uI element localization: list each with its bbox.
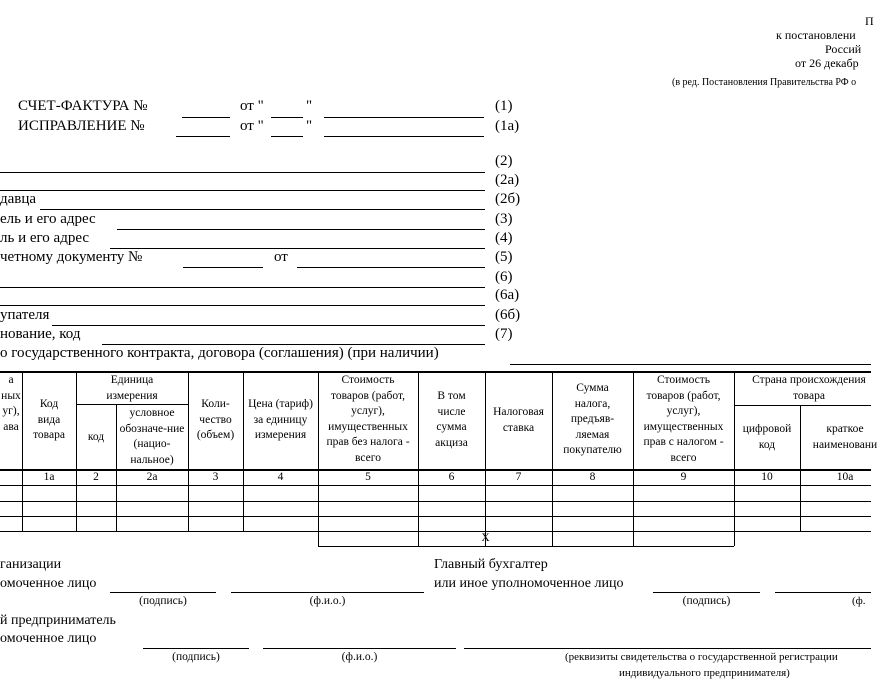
consignee-label: ль и его адрес xyxy=(0,230,90,246)
ref-2: (2) xyxy=(495,153,513,169)
col-number: 2 xyxy=(93,471,99,483)
entrepreneur-label-2: омоченное лицо xyxy=(0,631,97,646)
col-number: 9 xyxy=(680,471,687,483)
correction-day-line[interactable] xyxy=(271,136,303,137)
col-cost-with-tax-header: Стоимость товаров (работ, услуг), имущественных прав с налогом - всего xyxy=(643,374,724,464)
org-head-label: ганизации xyxy=(0,557,62,572)
col-excise-header: В том числе сумма акциза xyxy=(435,390,468,449)
col-number: 6 xyxy=(448,471,455,483)
invoice-from-label: от " xyxy=(240,98,264,114)
invoice-title: СЧЕТ-ФАКТУРА № xyxy=(18,98,148,114)
invoice-day-line[interactable] xyxy=(271,117,303,118)
contract-line[interactable] xyxy=(510,364,871,365)
ref-2b: (2б) xyxy=(495,191,521,207)
col-number: 5 xyxy=(365,471,371,483)
ref-6b: (6б) xyxy=(495,307,521,323)
contract-label: о государственного контракта, договора (соглашения) (при наличии) xyxy=(0,345,439,361)
ref-7: (7) xyxy=(495,326,513,342)
ref-4: (4) xyxy=(495,230,513,246)
payment-doc-date-line[interactable] xyxy=(297,267,485,268)
invoice-quote: " xyxy=(306,98,313,114)
payment-doc-from: от xyxy=(274,249,288,265)
org-head-signature-caption: (подпись) xyxy=(139,595,187,607)
col-country-header: Страна происхождения товара xyxy=(752,374,866,402)
field-line-2a[interactable] xyxy=(0,190,485,191)
payment-doc-number-line[interactable] xyxy=(183,267,263,268)
col-quantity-header: Коли- чество (объем) xyxy=(196,398,235,441)
ref-2a: (2а) xyxy=(495,172,520,188)
chief-accountant-label-2: или иное уполномоченное лицо xyxy=(434,576,624,591)
total-excise-x: Х xyxy=(481,532,490,544)
shipper-label: ель и его адрес xyxy=(0,211,96,227)
resolution-label: к постановлени xyxy=(776,28,856,42)
seller-inn-label: давца xyxy=(0,191,37,207)
invoice-number-line[interactable] xyxy=(182,117,230,118)
col-number: 10 xyxy=(761,471,773,483)
ref-1: (1) xyxy=(495,98,513,114)
correction-number-line[interactable] xyxy=(176,136,230,137)
entrepreneur-label: й предприниматель xyxy=(0,613,116,628)
entrepreneur-requisites-caption: (реквизиты свидетельства о государственной регистрации xyxy=(565,651,838,663)
ref-6: (6) xyxy=(495,269,513,285)
ref-6a: (6а) xyxy=(495,287,520,303)
col-number: 1а xyxy=(43,471,55,483)
ref-1a: (1а) xyxy=(495,118,520,134)
chief-accountant-signature-line[interactable] xyxy=(653,592,760,593)
entrepreneur-requisites-caption-2: индивидуального предпринимателя) xyxy=(619,667,790,679)
col-number: 3 xyxy=(212,471,219,483)
buyer-inn-label: упателя xyxy=(0,307,50,323)
org-head-name-caption: (ф.и.о.) xyxy=(309,595,346,607)
chief-accountant-signature-caption: (подпись) xyxy=(682,595,731,607)
entrepreneur-name-caption: (ф.и.о.) xyxy=(341,651,378,663)
col-country-name-header: краткое наименовани xyxy=(812,423,878,451)
col-product-name-header: а ных уг), ава xyxy=(1,374,21,433)
field-line-3[interactable] xyxy=(117,229,485,230)
edition-note: (в ред. Постановления Правительства РФ о xyxy=(672,77,857,88)
field-line-6[interactable] xyxy=(0,287,485,288)
chief-accountant-name-caption: (ф. xyxy=(852,595,866,607)
payment-doc-label: четному документу № xyxy=(0,249,143,265)
entrepreneur-requisites-line[interactable] xyxy=(464,648,871,649)
field-line-2[interactable] xyxy=(0,172,485,173)
col-price-header: Цена (тариф) за единицу измерения xyxy=(248,398,313,441)
chief-accountant-label: Главный бухгалтер xyxy=(434,557,548,572)
col-number: 10а xyxy=(836,471,854,483)
chief-accountant-name-line[interactable] xyxy=(775,592,871,593)
correction-title: ИСПРАВЛЕНИЕ № xyxy=(18,118,145,134)
invoice-date-line[interactable] xyxy=(324,117,484,118)
field-line-4[interactable] xyxy=(110,248,485,249)
correction-from-label: от " xyxy=(240,118,264,134)
col-unit-code-header: код xyxy=(87,431,105,443)
entrepreneur-name-line[interactable] xyxy=(263,648,456,649)
entrepreneur-signature-caption: (подпись) xyxy=(172,651,220,663)
col-cost-no-tax-header: Стоимость товаров (работ, услуг), имущественных прав без налога - всего xyxy=(326,374,410,464)
col-unit-name-header: условное обозначе-ние (нацио- нальное) xyxy=(119,407,185,466)
col-number: 8 xyxy=(589,471,596,483)
ref-5: (5) xyxy=(495,249,513,265)
correction-date-line[interactable] xyxy=(324,136,484,137)
date-label: от 26 декабр xyxy=(795,56,859,70)
col-number: 4 xyxy=(277,471,284,483)
entrepreneur-signature-line[interactable] xyxy=(143,648,249,649)
col-tax-rate-header: Налоговая ставка xyxy=(493,406,544,434)
currency-label: нование, код xyxy=(0,326,81,342)
field-line-6a[interactable] xyxy=(0,305,485,306)
col-product-type-code-header: Код вида товара xyxy=(33,398,65,441)
correction-quote: " xyxy=(306,118,313,134)
col-number: 2а xyxy=(146,471,158,483)
col-number: 7 xyxy=(515,471,522,483)
org-head-name-line[interactable] xyxy=(231,592,424,593)
col-tax-sum-header: Сумма налога, предъяв- ляемая покупателю xyxy=(563,382,622,456)
appendix-label: П xyxy=(865,14,874,28)
field-line-6b[interactable] xyxy=(52,325,485,326)
country-label: Россий xyxy=(825,42,862,56)
org-head-signature-line[interactable] xyxy=(110,592,216,593)
field-line-2b[interactable] xyxy=(40,209,485,210)
col-unit-header: Единица измерения xyxy=(106,374,158,402)
ref-3: (3) xyxy=(495,211,513,227)
col-country-code-header: цифровой код xyxy=(742,423,792,451)
org-head-label-2: омоченное лицо xyxy=(0,576,97,591)
